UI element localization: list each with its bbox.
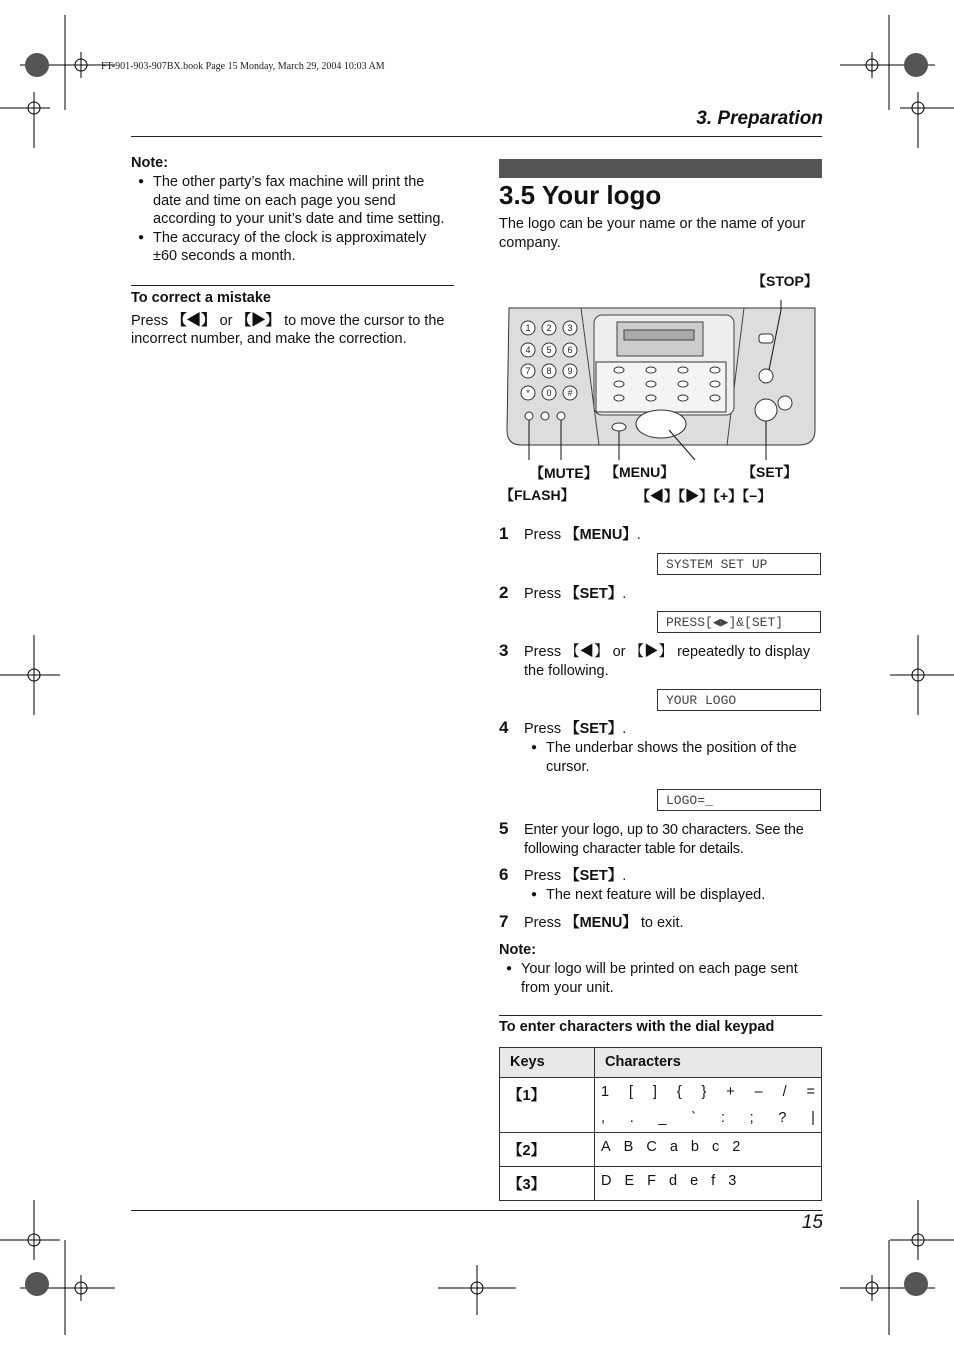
set-label: 【SET】 [742,464,798,480]
svg-text:1: 1 [525,323,531,333]
divider [131,285,454,286]
right-key: 【▶】 [236,312,281,329]
stop-label: 【STOP】 [752,273,818,289]
character: [ [628,1084,633,1100]
section-header: 3. Preparation [696,108,823,129]
step-text [524,914,684,933]
text-fragment: Press [131,312,173,329]
note-title: Note: [499,942,537,958]
menu-key: 【MENU】 [565,915,637,931]
text-fragment: Press [524,721,566,737]
lcd-display: YOUR LOGO [657,689,821,711]
mistake-text [131,312,454,349]
character-table [499,1047,822,1201]
table-heading: To enter characters with the dial keypad [499,1019,775,1035]
set-key: 【SET】 [565,721,623,737]
text-fragment: to exit. [636,915,684,931]
character: ] [652,1084,657,1100]
character-line [601,1173,821,1189]
nav-keys-label: 【◀】【▶】【+】【−】 [636,488,772,504]
page-number: 15 [801,1212,823,1233]
text-fragment: . [622,586,627,602]
svg-text:4: 4 [525,345,531,355]
step-text [524,585,626,604]
character: c [711,1139,720,1155]
key-cell: 【3】 [500,1167,595,1201]
menu-label: 【MENU】 [605,464,675,480]
character: . [629,1110,634,1126]
svg-text:3: 3 [567,323,573,333]
character: E [624,1173,635,1189]
character: + [726,1084,735,1100]
character: = [806,1084,815,1100]
character: a [669,1139,678,1155]
step-bullet: ● The next feature will be displayed. [524,886,822,905]
text-fragment: Press [524,586,566,602]
step-text: Press 【◀】 or 【▶】 repeatedly to display the following. [524,644,811,679]
lcd-display: PRESS[◀▶]&[SET] [657,611,821,633]
page-title: 3.5 Your logo [499,180,662,210]
lcd-display: SYSTEM SET UP [657,553,821,575]
characters-cell [595,1167,822,1201]
text-fragment: Press [524,915,566,931]
character-line [601,1139,821,1155]
step-number: 7 [499,912,509,931]
character: – [754,1084,763,1100]
set-key: 【SET】 [565,586,623,602]
character: d [669,1173,678,1189]
text-fragment: or [215,312,237,329]
character-line [601,1084,821,1100]
character: / [782,1084,787,1100]
text-fragment: . [636,527,641,543]
character: f [711,1173,716,1189]
character: { [676,1084,682,1100]
character: _ [658,1110,667,1126]
character: 2 [732,1139,741,1155]
table-row [500,1133,822,1167]
flash-label: 【FLASH】 [500,487,575,503]
character: ` [691,1110,697,1126]
step-number: 2 [499,583,509,602]
svg-text:0: 0 [546,388,552,398]
characters-cell [595,1078,822,1133]
left-key: 【◀】 [172,312,216,329]
table-row [500,1167,822,1201]
svg-text:8: 8 [546,366,552,376]
header-rule [131,136,822,137]
keys-header: Keys [500,1048,595,1078]
text-fragment: . [622,868,627,884]
svg-text:#: # [567,388,573,398]
note-item: ● The accuracy of the clock is approximately ±60 seconds a month. [131,229,454,266]
character: } [701,1084,707,1100]
characters-cell [595,1133,822,1167]
svg-text:5: 5 [546,345,552,355]
step-text [524,720,626,739]
svg-text:*: * [526,388,530,398]
svg-text:7: 7 [525,366,531,376]
note-item: ● The other party’s fax machine will print the date and time on each page you send according to your unit’s date and time setting. [131,173,454,229]
divider [499,1015,822,1016]
character: e [690,1173,699,1189]
print-slug: FT-901-903-907BX.book Page 15 Monday, March 29, 2004 10:03 AM [101,61,385,72]
character: b [690,1139,699,1155]
character: | [811,1110,815,1126]
footer-rule [131,1210,822,1211]
title-bar [499,159,822,178]
character-line [601,1110,821,1126]
character: : [720,1110,725,1126]
intro-text: The logo can be your name or the name of your company. [499,216,806,251]
note-title: Note: [131,155,169,171]
character: ; [749,1110,754,1126]
svg-text:2: 2 [546,323,552,333]
character: A [601,1139,611,1155]
step-number: 1 [499,524,509,543]
fax-machine-illustration [499,300,822,460]
character: , [601,1110,606,1126]
text-fragment: to move the cursor to the incorrect number, and make the correction. [131,312,445,347]
text-fragment: Press [524,527,566,543]
left-column [131,155,454,349]
step-bullet: ● The underbar shows the position of the cursor. [524,739,822,776]
step-text [524,867,626,886]
step-text: Enter your logo, up to 30 characters. See the following character table for details. [524,822,804,857]
key-cell: 【2】 [500,1133,595,1167]
mute-label: 【MUTE】 [530,465,598,481]
mistake-heading: To correct a mistake [131,289,271,306]
character: 3 [728,1173,737,1189]
step-number: 5 [499,819,509,838]
character: C [646,1139,657,1155]
lcd-display: LOGO=_ [657,789,821,811]
character: ? [778,1110,787,1126]
character: F [647,1173,657,1189]
table-row [500,1078,822,1133]
svg-text:6: 6 [567,345,573,355]
set-key: 【SET】 [565,868,623,884]
characters-header: Characters [595,1048,822,1078]
menu-key: 【MENU】 [565,527,637,543]
step-number: 6 [499,865,509,884]
step-number: 3 [499,641,509,660]
step-number: 4 [499,718,509,737]
character: D [601,1173,612,1189]
text-fragment: . [622,721,627,737]
text-fragment: Press [524,868,566,884]
character: 1 [601,1084,610,1100]
step-text [524,526,641,545]
note-item: ● Your logo will be printed on each page sent from your unit. [499,960,822,997]
table-header-row [500,1048,822,1078]
svg-text:9: 9 [567,366,573,376]
character: B [623,1139,634,1155]
key-cell: 【1】 [500,1078,595,1133]
